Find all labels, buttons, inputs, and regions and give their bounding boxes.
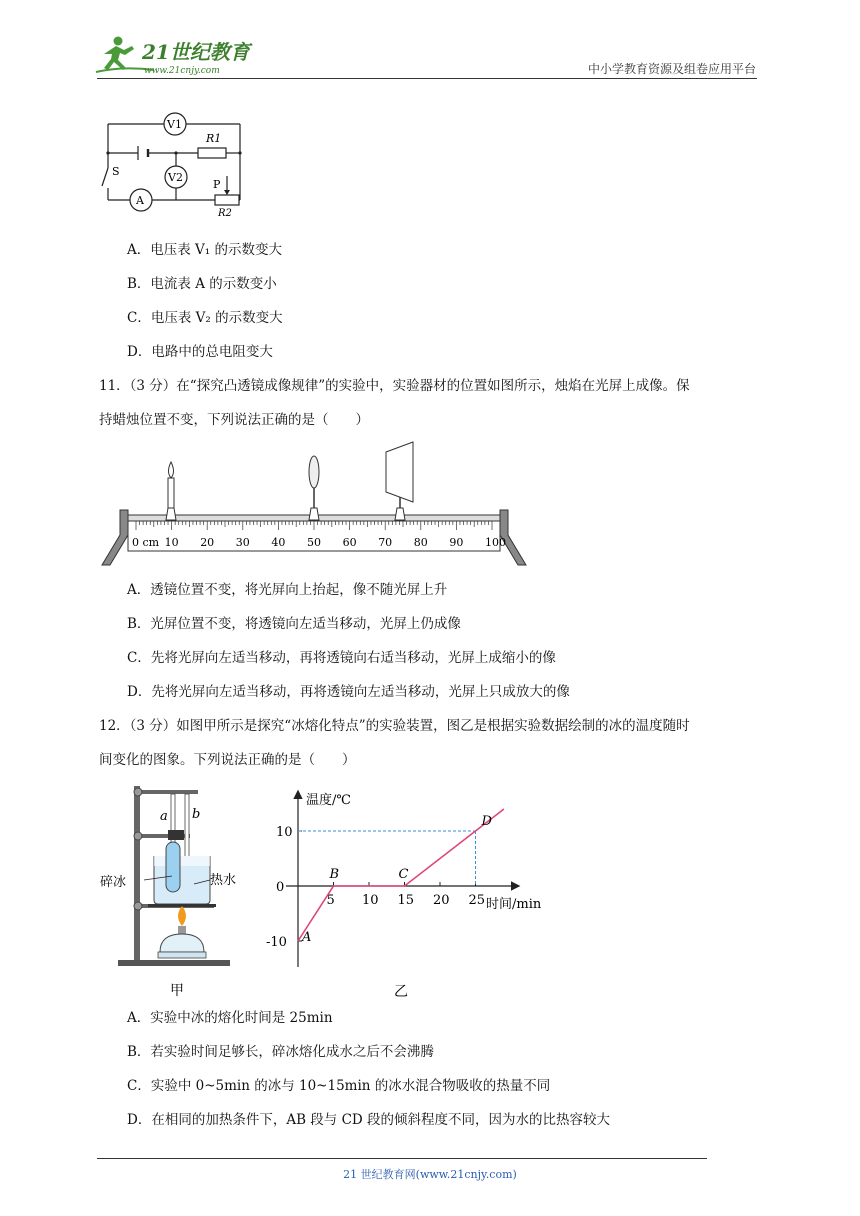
q11-option-c: C．先将光屏向左适当移动，再将透镜向右适当移动，光屏上成缩小的像 [127,650,556,666]
x-tick-label: 25 [468,893,486,908]
point-label-d: D [481,814,492,829]
q10-option-d: D．电路中的总电阻变大 [127,344,273,360]
q12-stem-line1: 12．（3 分）如图甲所示是探究“冰熔化特点”的实验装置，图乙是根据实验数据绘制的冰的温度随时 [99,718,690,734]
footer-divider [97,1158,707,1159]
r2-label: R2 [218,208,232,218]
ice-label: 碎冰 [100,875,127,890]
logo-text: 21世纪教育 [142,40,250,64]
y-tick-label: 10 [276,825,293,840]
slider-p-label: P [213,178,221,191]
bench-tick-label: 80 [413,536,428,549]
switch-label: S [112,165,120,178]
q11-option-d: D．先将光屏向左适当移动，再将透镜向左适当移动，光屏上只成放大的像 [127,684,570,700]
bench-tick-label: 10 [164,536,179,549]
header-divider [97,78,757,79]
q12-stem-line2: 间变化的图象。下列说法正确的是（ ） [99,752,356,768]
ammeter-label: A [136,194,144,207]
q12-option-d: D．在相同的加热条件下，AB 段与 CD 段的倾斜程度不同，因为水的比热容较大 [127,1112,611,1128]
bench-tick-label: 60 [342,536,357,549]
q10-option-b: B．电流表 A 的示数变小 [127,276,277,292]
y-tick-label: -10 [266,935,287,950]
bench-tick-label: 90 [449,536,464,549]
q11-stem-line1: 11．（3 分）在“探究凸透镜成像规律”的实验中，实验器材的位置如图所示，烛焰在光屏上成像。保 [99,378,690,394]
x-tick-label: 15 [397,893,415,908]
chart-xlabel: 时间/min [486,897,542,912]
logo-url: www.21cnjy.com [144,66,220,76]
meter-v2-label: V2 [168,171,183,184]
x-tick-label: 10 [362,893,379,908]
point-label-b: B [329,867,340,882]
bench-tick-label: 100 [485,536,506,549]
q12-option-b: B．若实验时间足够长，碎冰熔化成水之后不会沸腾 [127,1044,434,1060]
q11-stem-line2: 持蜡烛位置不变，下列说法正确的是（ ） [99,412,369,428]
figure-yi-caption: 乙 [394,984,408,1000]
bench-tick-label: 40 [271,536,286,549]
circuit-diagram [100,108,250,218]
q10-option-a: A．电压表 V₁ 的示数变大 [127,242,282,258]
point-label-a: A [302,930,312,945]
figure-jia-caption: 甲 [170,983,184,999]
site-logo [94,32,264,78]
optical-bench-diagram [100,440,530,570]
temperature-time-chart [262,782,562,1004]
ice-melting-apparatus [98,780,258,1002]
q10-option-c: C．电压表 V₂ 的示数变大 [127,310,283,326]
r1-label: R1 [206,132,222,145]
bench-tick-label: 30 [235,536,250,549]
bench-tick-label: 0 cm [132,536,160,549]
meter-v1-label: V1 [167,118,182,131]
chart-ylabel: 温度/℃ [306,793,351,808]
q11-option-a: A．透镜位置不变，将光屏向上抬起，像不随光屏上升 [127,582,448,598]
hot-water-label: 热水 [210,873,237,888]
x-tick-label: 5 [326,893,335,908]
point-label-c: C [398,867,409,882]
bench-tick-label: 70 [378,536,393,549]
bench-tick-label: 20 [200,536,215,549]
thermometer-b-label: b [192,807,201,822]
q11-option-b: B．光屏位置不变，将透镜向左适当移动，光屏上仍成像 [127,616,461,632]
q12-option-a: A．实验中冰的熔化时间是 25min [127,1010,333,1026]
footer-site-link[interactable]: 21 世纪教育网(www.21cnjy.com) [343,1168,517,1181]
bench-tick-label: 50 [307,536,321,549]
x-tick-label: 20 [433,893,450,908]
header-platform-name: 中小学教育资源及组卷应用平台 [587,62,756,76]
q12-option-c: C．实验中 0~5min 的冰与 10~15min 的冰水混合物吸收的热量不同 [127,1078,551,1094]
thermometer-a-label: a [160,809,168,824]
y-tick-label: 0 [276,880,285,895]
